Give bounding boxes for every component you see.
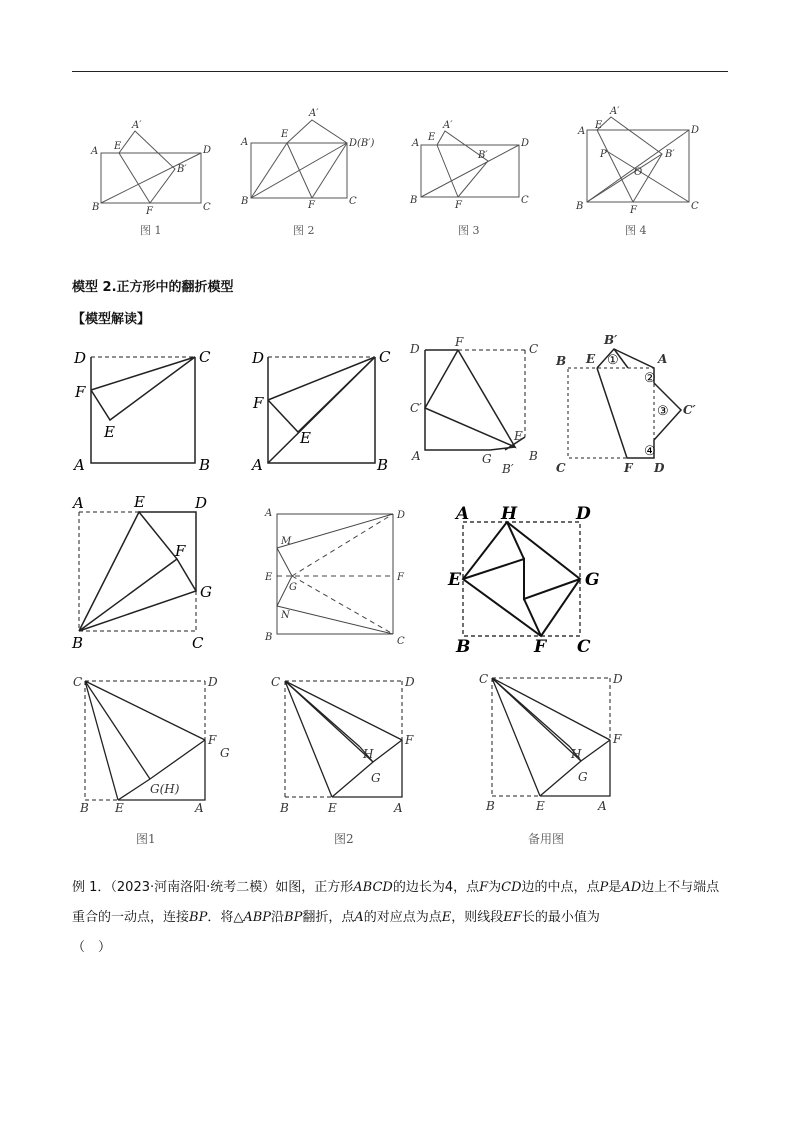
rect-fold-figure-2 xyxy=(251,120,347,198)
svg-text:F: F xyxy=(308,200,315,211)
svg-text:B: B xyxy=(576,201,584,212)
svg-text:A: A xyxy=(73,494,84,512)
svg-text:E: E xyxy=(300,429,311,447)
svg-text:O: O xyxy=(634,167,643,178)
svg-text:D: D xyxy=(405,675,415,689)
svg-text:A′: A′ xyxy=(309,108,319,119)
svg-text:F: F xyxy=(630,205,637,216)
svg-text:D: D xyxy=(521,138,530,149)
svg-text:D: D xyxy=(654,461,665,475)
svg-text:B: B xyxy=(377,456,389,474)
svg-text:B: B xyxy=(556,354,567,368)
svg-text:B: B xyxy=(265,632,273,643)
svg-text:G: G xyxy=(220,746,230,760)
svg-text:G: G xyxy=(200,583,212,601)
svg-text:C: C xyxy=(479,672,489,686)
svg-text:B: B xyxy=(456,637,471,657)
svg-text:F: F xyxy=(208,733,217,747)
svg-text:B′: B′ xyxy=(502,462,514,476)
svg-text:B: B xyxy=(529,449,538,463)
svg-text:备用图: 备用图 xyxy=(528,832,565,846)
svg-text:④: ④ xyxy=(644,444,656,459)
svg-text:A: A xyxy=(412,449,421,463)
section-title: 模型 2.正方形中的翻折模型 xyxy=(72,280,234,295)
svg-text:B: B xyxy=(72,634,84,652)
square-fold-figure-e xyxy=(79,512,196,631)
svg-text:C: C xyxy=(379,348,391,366)
svg-text:D: D xyxy=(576,504,591,524)
svg-text:C: C xyxy=(203,202,211,213)
svg-text:C: C xyxy=(199,348,211,366)
svg-text:E: E xyxy=(281,129,289,140)
svg-text:E: E xyxy=(104,423,115,441)
svg-text:C: C xyxy=(73,675,83,689)
svg-text:F: F xyxy=(146,206,153,217)
svg-text:A: A xyxy=(394,801,403,815)
svg-text:B: B xyxy=(92,202,100,213)
svg-text:F: F xyxy=(613,732,622,746)
svg-text:图 4: 图 4 xyxy=(625,224,647,237)
svg-text:F: F xyxy=(175,542,186,560)
svg-text:G(H): G(H) xyxy=(150,782,180,796)
svg-text:N: N xyxy=(281,610,290,621)
svg-text:D: D xyxy=(691,125,700,136)
svg-text:A: A xyxy=(578,126,586,137)
answer-blank: （ ） xyxy=(72,940,112,955)
square-fold-figure-a xyxy=(91,357,195,463)
svg-text:G: G xyxy=(585,570,600,590)
svg-text:图 2: 图 2 xyxy=(293,224,315,237)
svg-text:D: D xyxy=(208,675,218,689)
subsection-title: 【模型解读】 xyxy=(72,312,151,327)
svg-text:G: G xyxy=(578,770,588,784)
svg-text:H: H xyxy=(571,747,582,761)
svg-text:G: G xyxy=(482,452,492,466)
svg-text:C: C xyxy=(529,342,539,356)
svg-text:图 1: 图 1 xyxy=(140,224,162,237)
svg-text:F: F xyxy=(624,461,633,475)
svg-text:A: A xyxy=(241,137,249,148)
svg-text:A′: A′ xyxy=(132,120,142,131)
svg-text:D: D xyxy=(397,510,406,521)
rect-fold-figure-3 xyxy=(421,131,519,197)
svg-text:②: ② xyxy=(644,371,656,386)
svg-text:①: ① xyxy=(607,353,619,368)
square-fold-figure-4-1-labels xyxy=(73,675,230,846)
svg-text:F: F xyxy=(253,394,264,412)
svg-text:E: E xyxy=(448,570,461,590)
square-fold-figure-4-3 xyxy=(492,678,610,796)
svg-text:F: F xyxy=(534,637,547,657)
svg-text:H: H xyxy=(501,504,518,524)
rect-fold-figure-2-labels xyxy=(240,108,375,237)
svg-text:F: F xyxy=(455,200,462,211)
svg-text:C: C xyxy=(271,675,281,689)
svg-text:C′: C′ xyxy=(683,403,696,417)
svg-text:E: E xyxy=(428,132,436,143)
svg-text:C: C xyxy=(349,196,357,207)
svg-text:M: M xyxy=(281,536,292,547)
square-fold-figure-c xyxy=(425,350,525,450)
svg-text:D: D xyxy=(252,349,265,367)
svg-text:D: D xyxy=(195,494,208,512)
rect-fold-figure-3-labels xyxy=(409,120,529,237)
svg-text:C: C xyxy=(577,637,591,657)
svg-text:C: C xyxy=(192,634,204,652)
svg-text:C: C xyxy=(521,195,529,206)
svg-text:A′: A′ xyxy=(610,106,620,117)
svg-text:B′: B′ xyxy=(177,164,187,175)
svg-text:F: F xyxy=(405,733,414,747)
square-fold-figure-g xyxy=(463,522,580,636)
svg-text:C: C xyxy=(691,201,699,212)
svg-text:E: E xyxy=(595,120,603,131)
svg-text:A: A xyxy=(598,799,607,813)
svg-text:P: P xyxy=(600,149,607,160)
svg-text:C′: C′ xyxy=(410,401,422,415)
svg-text:B′: B′ xyxy=(665,149,675,160)
svg-text:B: B xyxy=(241,196,249,207)
svg-text:A: A xyxy=(74,456,85,474)
square-fold-figure-a-labels xyxy=(72,348,211,474)
svg-text:E: E xyxy=(514,429,523,443)
svg-text:图2: 图2 xyxy=(334,832,354,846)
svg-text:B: B xyxy=(486,799,495,813)
svg-text:E: E xyxy=(536,799,545,813)
svg-text:C: C xyxy=(397,636,405,647)
svg-text:H: H xyxy=(363,747,374,761)
svg-text:G: G xyxy=(371,771,381,785)
svg-text:A: A xyxy=(658,352,668,366)
svg-text:B: B xyxy=(199,456,211,474)
svg-text:③: ③ xyxy=(657,404,669,419)
svg-text:F: F xyxy=(397,572,404,583)
svg-text:B: B xyxy=(410,195,418,206)
svg-text:E: E xyxy=(115,801,124,815)
svg-text:D: D xyxy=(410,342,420,356)
svg-text:E: E xyxy=(265,572,273,583)
svg-text:图 3: 图 3 xyxy=(458,224,480,237)
svg-text:C: C xyxy=(556,461,566,475)
svg-text:E: E xyxy=(134,493,145,511)
svg-text:A: A xyxy=(456,504,470,524)
square-fold-figure-b xyxy=(268,357,375,463)
square-fold-figure-4-2 xyxy=(285,681,402,797)
svg-text:A: A xyxy=(412,138,420,149)
svg-text:图1: 图1 xyxy=(136,832,156,846)
example-problem: 例 1．（2023·河南洛阳·统考二模）如图，正方形ABCD的边长为4，点F为CD边的中点，点P是AD边上不与端点重合的一动点，连接BP．将△ABP沿BP翻折，点A的对应点为点E，则线段EF长的最小值为 （ ） xyxy=(72,880,720,955)
svg-text:F: F xyxy=(455,335,464,349)
square-fold-figure-c-labels xyxy=(409,335,538,476)
svg-text:E: E xyxy=(328,801,337,815)
svg-text:B′: B′ xyxy=(604,333,618,347)
svg-text:D: D xyxy=(613,672,623,686)
svg-text:G: G xyxy=(289,582,297,593)
svg-text:F: F xyxy=(75,383,86,401)
svg-text:D: D xyxy=(74,349,87,367)
svg-text:B: B xyxy=(280,801,289,815)
svg-text:B′: B′ xyxy=(478,150,488,161)
square-fold-figure-f-labels xyxy=(264,508,405,647)
rect-fold-figure-4-labels xyxy=(575,106,699,237)
svg-text:A: A xyxy=(91,146,99,157)
square-fold-figure-e-labels xyxy=(71,493,212,652)
svg-text:E: E xyxy=(114,141,122,152)
svg-text:A: A xyxy=(265,508,273,519)
svg-text:A: A xyxy=(195,801,204,815)
square-fold-figure-f xyxy=(277,514,393,634)
svg-text:A: A xyxy=(252,456,263,474)
svg-text:A′: A′ xyxy=(443,120,453,131)
svg-text:B: B xyxy=(80,801,89,815)
svg-text:E: E xyxy=(586,352,596,366)
svg-text:D: D xyxy=(203,145,212,156)
svg-text:D(B′): D(B′) xyxy=(349,138,375,149)
square-fold-figure-4-1 xyxy=(85,681,205,800)
